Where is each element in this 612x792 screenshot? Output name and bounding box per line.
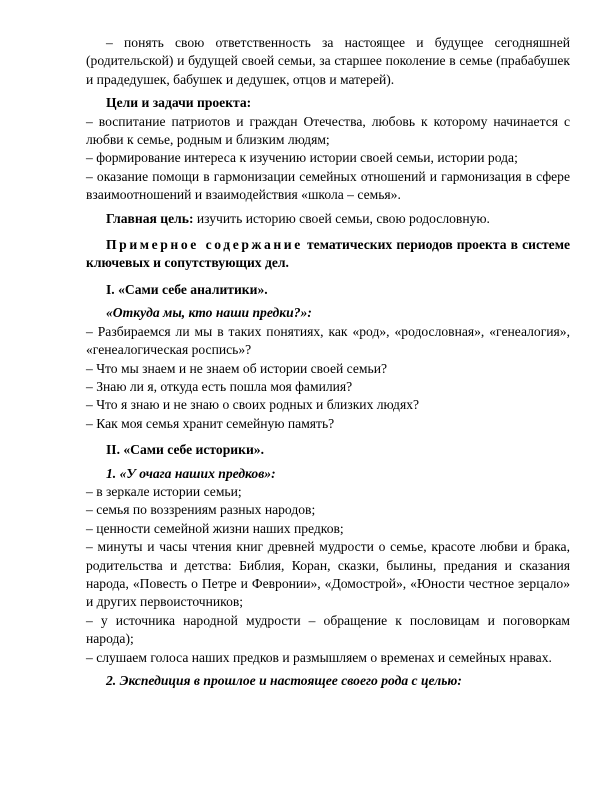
goal-item-1: – воспитание патриотов и граждан Отечества, любовь к которому начинается с любви к семье, родным и близким людям; [86,113,570,148]
content-heading-rest: тематических периодов проекта в системе ключевых и сопутствующих дел. [86,237,570,271]
text-column [86,34,570,690]
content-heading-spaced: Примерное содержание [106,237,303,253]
section-2-subtitle-2: 2. Экспедиция в прошлое и настоящее своего рода с целью: [106,673,462,688]
paragraph-responsibility: – понять свою ответственность за настоящее и будущее сегодняшней (родительской) и будущей своей семьи, за старшее поколение в семье (прабабушек и прадедушек, бабушек и дедушек, отцов и матерей). [86,35,570,87]
history-item-6: – слушаем голоса наших предков и размышляем о временах и семейных нравах. [86,649,552,665]
goal-item-3: – оказание помощи в гармонизации семейных отношений и гармонизация в сфере взаимоотношений и взаимодействия «школа – семья». [86,168,570,203]
goals-heading: Цели и задачи проекта: [106,95,252,111]
main-goal-label: Главная цель: [106,210,194,226]
main-goal-paragraph [86,210,570,228]
history-item-4: – минуты и часы чтения книг древней мудрости о семье, красоте любви и брака, родительства и детства: Библия, Коран, сказки, былины, предания и сказания народа, «Повесть о Петре и Февронии», «Домострой», «Юности честное зерцало» и других первоисточников; [86,539,570,610]
history-item-1: – в зеркале истории семьи; [86,483,242,499]
history-item-2: – семья по воззрениям разных народов; [86,502,316,518]
goal-item-2: – формирование интереса к изучению истории своей семьи, истории рода; [86,150,518,166]
section-2-subtitle: 1. «У очага наших предков»: [106,465,276,481]
content-heading [86,236,570,273]
section-1-subtitle: «Откуда мы, кто наши предки?»: [106,305,312,321]
question-item-4: – Что я знаю и не знаю о своих родных и близких людях? [86,397,420,413]
question-item-1: – Разбираемся ли мы в таких понятиях, как «род», «родословная», «генеалогия», «генеалогическая роспись»? [86,323,570,358]
section-1-title: I. «Сами себе аналитики». [106,281,268,297]
question-item-2: – Что мы знаем и не знаем об истории своей семьи? [86,360,388,376]
history-item-5: – у источника народной мудрости – обращение к пословицам и поговоркам народа); [86,612,570,647]
question-item-5: – Как моя семья хранит семейную память? [86,415,335,431]
question-item-3: – Знаю ли я, откуда есть пошла моя фамилия? [86,378,353,394]
history-item-3: – ценности семейной жизни наших предков; [86,520,344,536]
main-goal-text: изучить историю своей семьи, свою родословную. [193,210,490,226]
section-2-title: II. «Сами себе историки». [106,442,264,458]
